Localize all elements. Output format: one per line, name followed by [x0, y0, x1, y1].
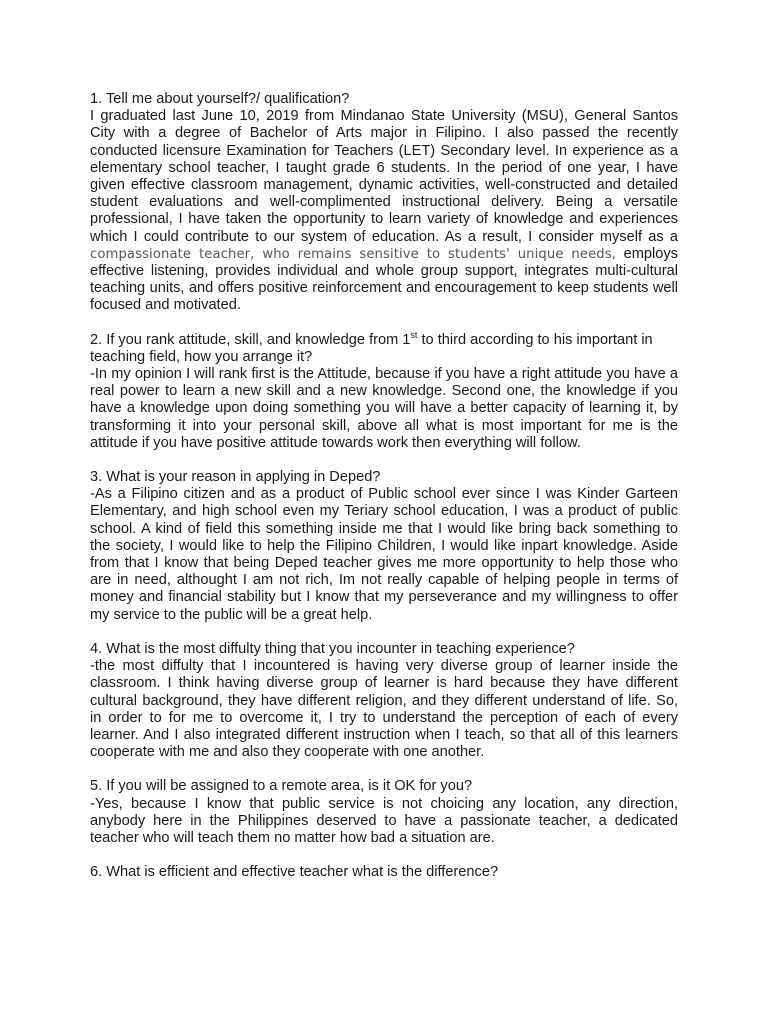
- question-2-text: 2. If you rank attitude, skill, and knowledge from 1: [90, 331, 411, 348]
- qa-section-6: [90, 864, 678, 881]
- answer-1-text: I graduated last June 10, 2019 from Mindanao State University (MSU), General Santos City with a degree of Bachelor of Arts major in Filipino. I also passed the recently conducted licensure Examination for Teachers (LET) Secondary level. In experience as a elementary school teacher, I taught grade 6 students. In the period of one year, I have given effective classroom management, dynamic activities, well-constructed and detailed student evaluations and well-complimented instructional delivery. Being a versatile professional, I have taken the opportunity to learn variety of knowledge and experiences which I could contribute to our system of education. As a result, I consider myself as a: [90, 108, 678, 245]
- answer-1: [90, 108, 678, 314]
- answer-4: -the most diffulty that I incountered is having very diverse group of learner inside the classroom. I think having diverse group of learner is hard because they have different cultural background, they have different religion, and they different understand of life. So, in order to for me to overcome it, I try to understand the perception of each of every learner. And I also integrated different instruction when I teach, so that all of this learners cooperate with me and also they cooperate with one another.: [90, 658, 678, 761]
- qa-section-2: [90, 329, 678, 452]
- answer-3: -As a Filipino citizen and as a product of Public school ever since I was Kinder Garteen Elementary, and high school even my Teriary school education, I was a product of public school. A kind of field this something inside me that I would like bring back something to the society, I would like to help the Filipino Children, I would like inpart knowledge. Aside from that I know that being Deped teacher gives me more opportunity to help those who are in need, althought I am not rich, Im not really capable of helping people in terms of money and financial stability but I know that my perseverance and my willingness to offer my service to the public will be a great help.: [90, 486, 678, 623]
- answer-1-text-continued: employs effective listening, provides individual and whole group support, integrates multi-cultural teaching units, and offers positive reinforcement and encouragement to keep students well focused and motivated.: [90, 245, 678, 314]
- answer-2: -In my opinion I will rank first is the Attitude, because if you have a right attitude you have a real power to learn a new skill and a new knowledge. Second one, the knowledge if you have a knowledge upon doing something you will have a better capacity of learning it, by transforming it into your personal skill, above all what is most important for me is the attitude if you have positive attitude towards work then everything will follow.: [90, 366, 678, 451]
- ordinal-superscript: st: [410, 329, 418, 340]
- question-6: 6. What is efficient and effective teacher what is the difference?: [90, 864, 499, 881]
- qa-section-5: [90, 778, 678, 847]
- qa-section-3: [90, 469, 678, 624]
- question-2: [90, 329, 678, 366]
- question-4: 4. What is the most diffulty thing that you incounter in teaching experience?: [90, 640, 575, 657]
- answer-5: -Yes, because I know that public service is not choicing any location, any direction, anybody here in the Philippines deserved to have a passionate teacher, a dedicated teacher who will teach them no matter how bad a situation are.: [90, 795, 678, 846]
- qa-section-4: [90, 641, 678, 761]
- answer-1-alt-font-text: compassionate teacher, who remains sensitive to students' unique needs,: [90, 246, 617, 262]
- question-1: 1. Tell me about yourself?/ qualification?: [90, 91, 350, 107]
- question-5: 5. If you will be assigned to a remote area, is it OK for you?: [90, 778, 473, 795]
- qa-section-1: [90, 91, 678, 315]
- question-2-text-continued: to third according to his important in teaching field, how you arrange it?: [90, 331, 653, 365]
- question-3: 3. What is your reason in applying in Deped?: [90, 469, 381, 486]
